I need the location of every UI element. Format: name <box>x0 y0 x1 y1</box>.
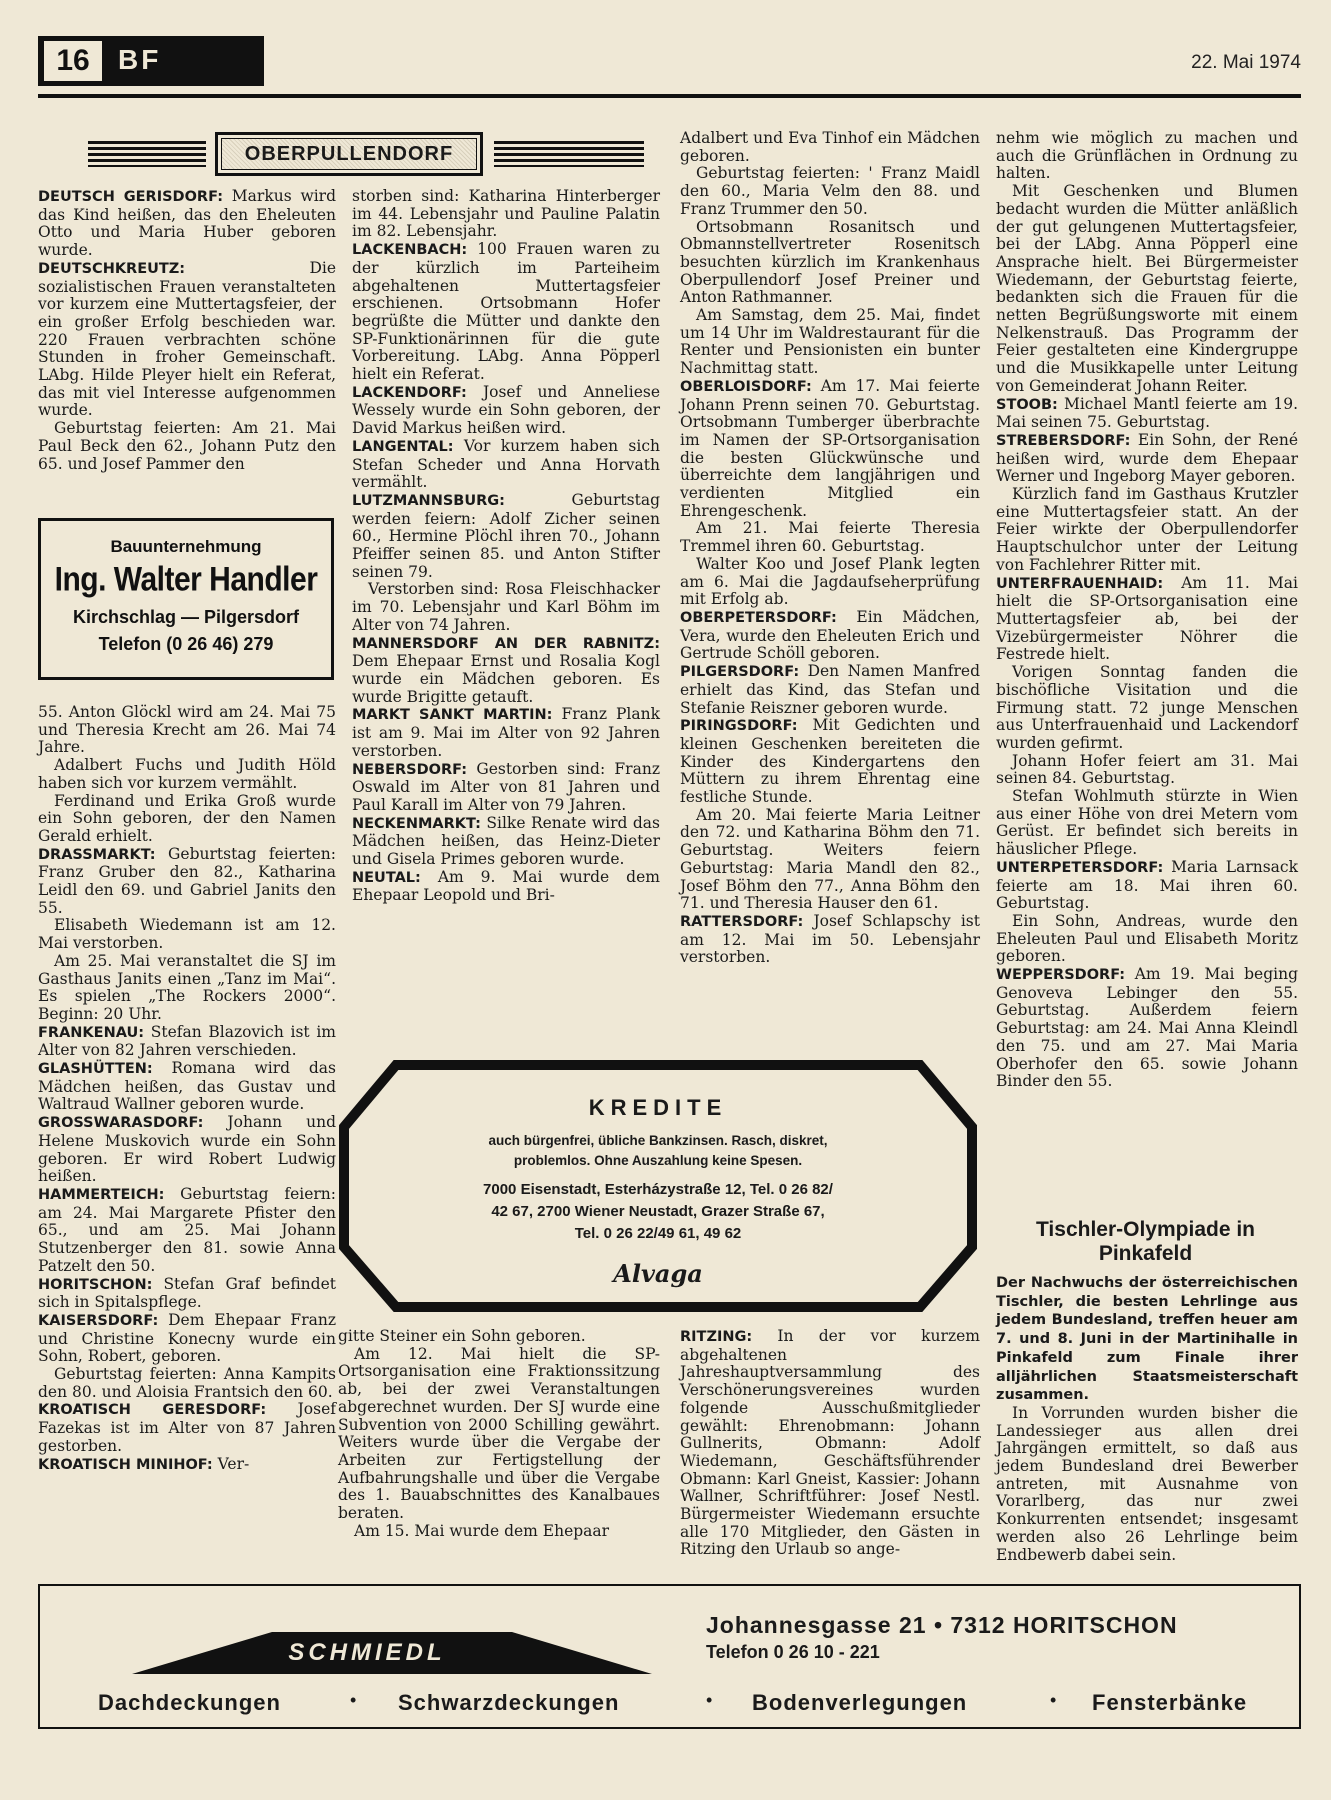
place-heading: HAMMERTEICH: <box>38 1186 165 1203</box>
article-paragraph: Am 25. Mai veranstaltet die SJ im Gasthaus Janits einen „Tanz im Mai“. Es spielen „The Rockers 2000“. Beginn: 20 Uhr. <box>38 951 336 1023</box>
place-heading: MARKT SANKT MARTIN: <box>352 707 553 724</box>
article-paragraph: FRANKENAU: Stefan Blazovich ist im Alter von 82 Jahren verschieden. <box>38 1022 336 1060</box>
column-4 <box>996 130 1298 1091</box>
place-heading: GLASHÜTTEN: <box>38 1061 153 1078</box>
article-paragraph: Ortsobmann Rosanitsch und Obmannstellvertreter Rosenitsch besuchten kürzlich im Krankenhaus Oberpullendorf Josef Preiner und Anton Rathmanner. <box>680 217 980 307</box>
place-heading: KROATISCH MINIHOF: <box>38 1456 213 1473</box>
place-heading: NECKENMARKT: <box>352 815 481 832</box>
article-paragraph: OBERPETERSDORF: Ein Mädchen, Vera, wurde den Eheleuten Erich und Gertrude Schöll geboren. <box>680 607 980 663</box>
article-paragraph: STREBERSDORF: Ein Sohn, der René heißen wird, wurde dem Ehepaar Werner und Ingeborg Mayer geboren. <box>996 430 1298 486</box>
article-paragraph: In Vorrunden wurden bisher die Landessieger aus allen drei Jahrgängen ermittelt, so daß aus jedem Bundesland drei Bewerber antreten, mit Ausnahme von Vorarlberg, das nur zwei Konkurrenten entsendet; insgesamt werden also 26 Lehrlinge beim Endbewerb dabei sein. <box>996 1403 1298 1564</box>
ad-handler-line1: Bauunternehmung <box>110 537 262 556</box>
header-rule <box>38 94 1301 98</box>
article-paragraph: DRASSMARKT: Geburtstag feierten: Franz Gruber den 82., Katharina Leidl den 69. und Gabriel Janits den 55. <box>38 844 336 917</box>
section-code: BF <box>118 44 162 75</box>
place-heading: KAISERSDORF: <box>38 1312 159 1329</box>
article-paragraph: gitte Steiner ein Sohn geboren. <box>338 1327 586 1345</box>
article-paragraph: LACKENBACH: 100 Frauen waren zu der kürzlich im Parteiheim abgehaltenen Muttertagsfeier erschienen. Ortsobmann Hofer begrüßte die Mütter und dankte den SP-Funktionärinnen für die gute Vorbereitung. LAbg. Anna Pöpperl hielt ein Referat. <box>352 240 660 384</box>
article-paragraph: HAMMERTEICH: Geburtstag feiern: am 24. Mai Margarete Pfister den 65., und am 25. Mai Johann Stutzenberger den 81. sowie Anna Patzelt den 50. <box>38 1184 336 1275</box>
place-heading: STREBERSDORF: <box>996 432 1131 449</box>
column-1-bottom <box>38 704 336 1474</box>
ad-kredite-title: KREDITE <box>588 1095 728 1120</box>
article-paragraph: Vorigen Sonntag fanden die bischöfliche Visitation und die Firmung statt. 72 junge Menschen aus Unterfrauenhaid und Lackendorf wurden gefirmt. <box>996 663 1298 752</box>
place-heading: LUTZMANNSBURG: <box>352 492 505 509</box>
article-paragraph: Johann Hofer feiert am 31. Mai seinen 84. Geburtstag. <box>996 751 1298 788</box>
article-paragraph: KROATISCH GERESDORF: Josef Fazekas ist im Alter von 87 Jahren gestorben. <box>38 1400 336 1455</box>
article-paragraph: HORITSCHON: Stefan Graf befindet sich in Spitalspflege. <box>38 1274 336 1312</box>
banner-stripes-left <box>88 141 206 167</box>
article-paragraph: DEUTSCH GERISDORF: Markus wird das Kind heißen, das den Eheleuten Otto und Maria Huber geboren wurde. <box>38 187 336 260</box>
ad-kredite-line5: Tel. 0 26 22/49 61, 49 62 <box>574 1225 742 1242</box>
ad-kredite-logo: Alvaga <box>613 1259 703 1288</box>
article-paragraph: OBERLOISDORF: Am 17. Mai feierte Johann Prenn seinen 70. Geburtstag. Ortsobmann Tumberger überbrachte im Namen der SP-Ortsorganisation die besten Glückwünsche und überreichte dem langjährigen und verdienten Mitglied ein Ehrengeschenk. <box>680 376 980 520</box>
article-paragraph: UNTERFRAUENHAID: Am 11. Mai hielt die SP-Ortsorganisation eine Muttertagsfeier ab, bei der Vizebürgermeister Nöhrer die Festrede hielt. <box>996 573 1298 664</box>
article-paragraph: LANGENTAL: Vor kurzem haben sich Stefan Scheder und Anna Horvath vermählt. <box>352 436 660 492</box>
place-heading: NEBERSDORF: <box>352 761 468 778</box>
place-heading: GROSSWARASDORF: <box>38 1115 204 1132</box>
column-1-top <box>38 188 336 473</box>
article-paragraph: Stefan Wohlmuth stürzte in Wien aus einer Höhe von drei Metern vom Gerüst. Er befindet sich bereits in häuslicher Pflege. <box>996 787 1298 859</box>
place-heading: RITZING: <box>680 1329 753 1345</box>
article-paragraph: Walter Koo und Josef Plank legten am 6. Mai die Jagdaufseherprüfung mit Erfolg ab. <box>680 554 980 609</box>
place-heading: FRANKENAU: <box>38 1024 145 1041</box>
schmiedl-logo-text: SCHMIEDL <box>288 1639 446 1666</box>
article-paragraph: WEPPERSDORF: Am 19. Mai beging Genoveva Lebinger den 55. Geburtstag. Außerdem feiern Geburtstag: am 24. Mai Anna Kleindl den 75. und am 27. Mai Maria Oberhofer den 65. sowie Johann Binder den 55. <box>996 965 1298 1091</box>
article-paragraph: Ferdinand und Erika Groß wurde ein Sohn geboren, der den Namen Gerald erhielt. <box>38 791 336 845</box>
place-heading: HORITSCHON: <box>38 1276 153 1293</box>
place-heading: DEUTSCHKREUTZ: <box>38 260 186 277</box>
section-title: OBERPULLENDORF <box>221 138 477 170</box>
separator-dot: • <box>350 1690 357 1710</box>
place-heading: STOOB: <box>996 396 1058 413</box>
article-paragraph: Am 20. Mai feierte Maria Leitner den 72. und Katharina Böhm den 71. Geburtstag. Weiters feiern Geburtstag: Maria Mandl den 82., Josef Böhm den 77., Anna Böhm den 71. und Theresia Hauser den 61. <box>680 805 980 913</box>
place-heading: LANGENTAL: <box>352 438 454 455</box>
ad-kredite-line3: 7000 Eisenstadt, Esterházystraße 12, Tel. 0 26 82/ <box>483 1181 833 1198</box>
ad-kredite <box>336 1057 980 1315</box>
section-banner <box>215 132 483 176</box>
place-heading: KROATISCH GERESDORF: <box>38 1402 267 1419</box>
place-heading: PILGERSDORF: <box>680 664 800 681</box>
article-paragraph: MANNERSDORF AN DER RABNITZ: Dem Ehepaar Ernst und Rosalia Kogl wurde ein Mädchen geboren. Es wurde Brigitte getauft. <box>352 635 660 706</box>
article-paragraph: Adalbert Fuchs und Judith Höld haben sich vor kurzem vermählt. <box>38 756 336 792</box>
article-tischler <box>996 1274 1298 1564</box>
ad-kredite-line1: auch bürgenfrei, übliche Bankzinsen. Rasch, diskret, <box>488 1133 828 1148</box>
article-paragraph: nehm wie möglich zu machen und auch die Grünflächen in Ordnung zu halten. <box>996 129 1298 183</box>
article-paragraph: MARKT SANKT MARTIN: Franz Plank ist am 9. Mai im Alter von 92 Jahren verstorben. <box>352 705 660 760</box>
place-heading: OBERLOISDORF: <box>680 378 812 395</box>
place-heading: MANNERSDORF AN DER RABNITZ: <box>352 635 660 652</box>
article-paragraph: Adalbert und Eva Tinhof ein Mädchen geboren. <box>680 129 980 165</box>
article-paragraph: UNTERPETERSDORF: Maria Larnsack feierte am 18. Mai ihren 60. Geburtstag. <box>996 857 1298 913</box>
schmiedl-address: Johannesgasse 21 • 7312 HORITSCHON <box>706 1612 1178 1638</box>
place-heading: WEPPERSDORF: <box>996 967 1126 984</box>
separator-dot: • <box>1050 1690 1057 1710</box>
article-paragraph: KROATISCH MINIHOF: Ver- <box>38 1454 250 1473</box>
article-paragraph: GLASHÜTTEN: Romana wird das Mädchen heißen, das Gustav und Waltraud Wallner geboren wurde. <box>38 1059 336 1114</box>
column-2-top <box>352 188 660 905</box>
article-paragraph: RITZING: In der vor kurzem abgehaltenen Jahreshauptversammlung des Verschönerungsvereines wurden folgende Ausschußmitglieder gewählt: Ehrenobmann: Johann Gullnerits, Obmann: Adolf Wiedemann, Geschäftsführender Obmann: Karl Gneist, Kassier: Johann Wallner, Schriftführer: Josef Nestl. Bürgermeister Wiedemann ersuchte alle 170 Mitglieder, den Gästen in Ritzing den Urlaub so ange- <box>680 1327 980 1559</box>
ad-kredite-line4: 42 67, 2700 Wiener Neustadt, Grazer Straße 67, <box>491 1203 825 1220</box>
place-heading: DEUTSCH GERISDORF: <box>38 189 223 205</box>
article-paragraph: Am 21. Mai feierte Theresia Tremmel ihren 60. Geburtstag. <box>680 519 980 556</box>
ad-handler-line2: Ing. Walter Handler <box>54 560 318 599</box>
place-heading: UNTERFRAUENHAID: <box>996 575 1164 592</box>
article-paragraph: KAISERSDORF: Dem Ehepaar Franz und Christine Konecny wurde ein Sohn, Robert, geboren. <box>38 1310 336 1366</box>
article-paragraph: Kürzlich fand im Gasthaus Krutzler eine Muttertagsfeier statt. An der Feier wirkte der Oberpullendorfer Hauptschulchor unter der Leitung von Fachlehrer Ritter mit. <box>996 485 1298 574</box>
article-paragraph: NEUTAL: Am 9. Mai wurde dem Ehepaar Leopold und Bri- <box>352 867 660 905</box>
article-paragraph: LUTZMANNSBURG: Geburtstag werden feiern: Adolf Zicher seinen 60., Hermine Plöchl ihren 70., Johann Pfeiffer seinen 85. und Anton Stifter seinen 79. <box>352 490 660 581</box>
schmiedl-service: Fensterbänke <box>1092 1690 1248 1715</box>
article-headline: Tischler-Olympiade in Pinkafeld <box>1035 1218 1255 1265</box>
article-paragraph: Am 12. Mai hielt die SP-Ortsorganisation eine Fraktionssitzung ab, bei der zwei Veranstaltungen abgerechnet wurden. Der SJ wurde eine Subvention von 2000 Schilling gewährt. Weiters wurde über die Vergabe der Arbeiten zur Fertigstellung der Aufbahrungshalle und über die Vergabe des 1. Bauabschnittes des Kanalbaues beraten. <box>338 1344 660 1523</box>
article-paragraph: Am 15. Mai wurde dem Ehepaar <box>354 1521 610 1540</box>
article-paragraph: NECKENMARKT: Silke Renate wird das Mädchen heißen, das Heinz-Dieter und Gisela Primes geboren wurde. <box>352 813 660 869</box>
column-2-bottom <box>338 1328 660 1540</box>
place-heading: OBERPETERSDORF: <box>680 609 837 626</box>
article-paragraph: Mit Geschenken und Blumen bedacht wurden die Mütter anläßlich der gut gelungenen Muttertagsfeier, bei der LAbg. Anna Pöpperl eine Ansprache hielt. Bei Bürgermeister Wiedemann, der Geburtstag feierte, bedankten sich die Frauen für die netten Begrüßungsworte mit einem Nelkenstrauß. Das Programm der Feier gestalteten eine Kindergruppe und die Musikkapelle unter Leitung von Gemeinderat Johann Reiter. <box>996 182 1298 395</box>
article-paragraph: PILGERSDORF: Den Namen Manfred erhielt das Kind, das Stefan und Stefanie Reiszner geboren wurde. <box>680 662 980 717</box>
article-paragraph: 55. Anton Glöckl wird am 24. Mai 75 und Theresia Krecht am 26. Mai 74 Jahre. <box>38 703 336 757</box>
place-heading: PIRINGSDORF: <box>680 718 798 735</box>
column-3-top <box>680 130 980 967</box>
article-paragraph: DEUTSCHKREUTZ: Die sozialistischen Frauen veranstalteten vor kurzem eine Muttertagsfeier, der ein großer Erfolg beschieden war. 220 Frauen verbrachten schöne Stunden in froher Gemeinschaft. LAbg. Hilde Pleyer hielt ein Referat, das mit viel Interesse aufgenommen wurde. <box>38 258 336 420</box>
article-paragraph: Geburtstag feierten: Am 21. Mai Paul Beck den 62., Johann Putz den 65. und Josef Pammer den <box>38 419 336 473</box>
place-heading: UNTERPETERSDORF: <box>996 859 1164 876</box>
article-paragraph: Geburtstag feierten: Anna Kampits den 80. und Aloisia Frantsich den 60. <box>38 1365 336 1401</box>
article-paragraph: Ein Sohn, Andreas, wurde den Eheleuten Paul und Elisabeth Moritz geboren. <box>996 911 1298 966</box>
place-heading: DRASSMARKT: <box>38 846 156 863</box>
schmiedl-service: Dachdeckungen <box>98 1690 281 1715</box>
article-paragraph: NEBERSDORF: Gestorben sind: Franz Oswald im Alter von 81 Jahren und Paul Karall im Alter von 79 Jahren. <box>352 759 660 814</box>
ad-handler <box>38 518 334 680</box>
ad-kredite-line2: problemlos. Ohne Auszahlung keine Spesen. <box>513 1153 803 1168</box>
schmiedl-phone: Telefon 0 26 10 - 221 <box>706 1642 880 1662</box>
issue-date: 22. Mai 1974 <box>1191 52 1301 73</box>
article-paragraph: Geburtstag feierten: ' Franz Maidl den 60., Maria Velm den 88. und Franz Trummer den 50. <box>680 164 980 218</box>
place-heading: LACKENDORF: <box>352 384 467 401</box>
place-heading: NEUTAL: <box>352 869 421 886</box>
page-number: 16 <box>44 41 102 81</box>
place-heading: LACKENBACH: <box>352 242 468 259</box>
article-paragraph: storben sind: Katharina Hinterberger im 44. Lebensjahr und Pauline Palatin im 82. Lebensjahr. <box>352 187 660 241</box>
banner-stripes-right <box>494 141 644 167</box>
article-paragraph: GROSSWARASDORF: Johann und Helene Muskovich wurde ein Sohn geboren. Er wird Robert Ludwig heißen. <box>38 1113 336 1186</box>
article-paragraph: LACKENDORF: Josef und Anneliese Wessely wurde ein Sohn geboren, der David Markus heißen wird. <box>352 382 660 438</box>
column-3-bottom <box>680 1328 980 1559</box>
article-paragraph: Am Samstag, dem 25. Mai, findet um 14 Uhr im Waldrestaurant für die Renter und Pensionisten ein bunter Nachmittag statt. <box>680 306 980 378</box>
schmiedl-service: Bodenverlegungen <box>752 1690 968 1715</box>
article-lead: Der Nachwuchs der österreichischen Tischler, die besten Lehrlinge aus jedem Bundesland, treffen heuer am 7. und 8. Juni in der Martinihalle in Pinkafeld zum Finale ihrer alljährlichen Staatsmeisterschaft zusammen. <box>996 1275 1298 1404</box>
place-heading: RATTERSDORF: <box>680 913 804 930</box>
ad-handler-line4: Telefon (0 26 46) 279 <box>98 634 274 654</box>
article-paragraph: Verstorben sind: Rosa Fleischhacker im 70. Lebensjahr und Karl Böhm im Alter von 74 Jahren. <box>352 580 660 634</box>
schmiedl-service: Schwarzdeckungen <box>398 1690 620 1715</box>
separator-dot: • <box>706 1690 713 1710</box>
ad-handler-line3: Kirchschlag — Pilgersdorf <box>72 607 300 627</box>
article-paragraph: STOOB: Michael Mantl feierte am 19. Mai seinen 75. Geburtstag. <box>996 394 1298 432</box>
article-paragraph: Elisabeth Wiedemann ist am 12. Mai verstorben. <box>38 916 336 953</box>
article-paragraph: PIRINGSDORF: Mit Gedichten und kleinen Geschenken bereiteten die Kinder des Kindergartens den Müttern zu ihrem Ehrentag eine festliche Stunde. <box>680 716 980 807</box>
article-paragraph: RATTERSDORF: Josef Schlapschy ist am 12. Mai im 50. Lebensjahr verstorben. <box>680 911 980 967</box>
